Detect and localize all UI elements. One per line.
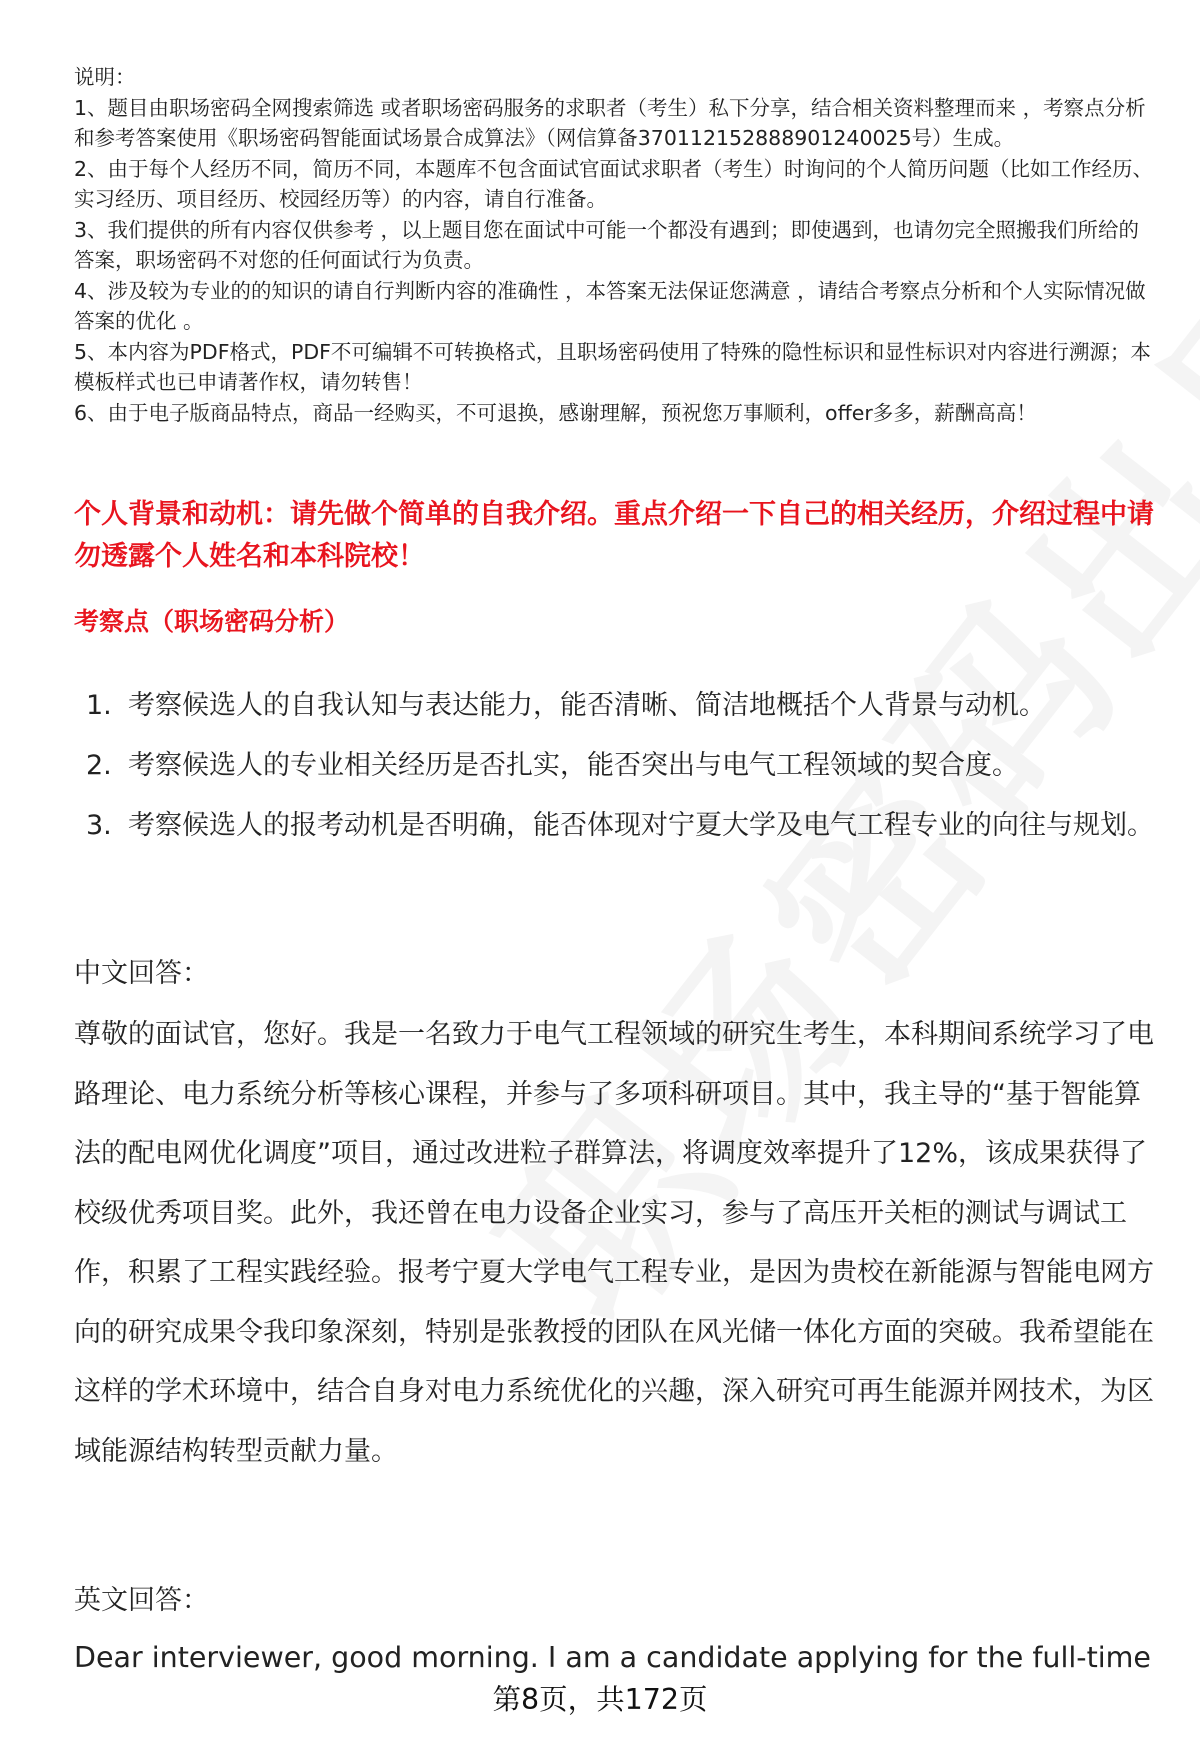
list-text: 考察候选人的自我认知与表达能力，能否清晰、简洁地概括个人背景与动机。	[128, 690, 1046, 721]
list-item	[74, 676, 1164, 736]
chinese-answer-text: 尊敬的面试官，您好。我是一名致力于电气工程领域的研究生考生，本科期间系统学习了电路理论、电力系统分析等核心课程，并参与了多项科研项目。其中，我主导的“基于智能算法的配电网优化调度”项目，通过改进粒子群算法，将调度效率提升了12%，该成果获得了校级优秀项目奖。此外，我还曾在电力设备企业实习，参与了高压开关柜的测试与调试工作，积累了工程实践经验。报考宁夏大学电气工程专业，是因为贵校在新能源与智能电网方向的研究成果令我印象深刻，特别是张教授的团队在风光储一体化方面的突破。我希望能在这样的学术环境中，结合自身对电力系统优化的兴趣，深入研究可再生能源并网技术，为区域能源结构转型贡献力量。	[74, 1019, 1154, 1467]
list-item	[74, 736, 1164, 796]
list-number: 2.	[86, 750, 112, 781]
list-item	[74, 796, 1164, 856]
notice-item: 1、题目由职场密码全网搜索筛选 或者职场密码服务的求职者（考生）私下分享，结合相关资料整理而来 ，考察点分析和参考答案使用《职场密码智能面试场景合成算法》（网信算备370112152888901240025号）生成。	[74, 95, 1146, 150]
page-number: 第8页，共172页	[492, 1683, 708, 1716]
notice-item: 3、我们提供的所有内容仅供参考 ，以上题目您在面试中可能一个都没有遇到；即使遇到，也请勿完全照搬我们所给的答案，职场密码不对您的任何面试行为负责。	[74, 217, 1140, 272]
english-answer-text: Dear interviewer, good morning. I am a candidate applying for the full-time	[74, 1641, 1151, 1674]
list-number: 3.	[86, 810, 112, 841]
list-text: 考察候选人的报考动机是否明确，能否体现对宁夏大学及电气工程专业的向往与规划。	[128, 810, 1154, 841]
notice-item: 2、由于每个人经历不同，简历不同，本题库不包含面试官面试求职者（考生）时询问的个人简历问题（比如工作经历、实习经历、项目经历、校园经历等）的内容，请自行准备。	[74, 156, 1154, 211]
chinese-answer-label: 中文回答：	[74, 958, 209, 989]
question-heading: 个人背景和动机：请先做个简单的自我介绍。重点介绍一下自己的相关经历，介绍过程中请勿透露个人姓名和本科院校！	[74, 499, 1154, 572]
list-text: 考察候选人的专业相关经历是否扎实，能否突出与电气工程领域的契合度。	[128, 750, 1019, 781]
notice-item: 5、本内容为PDF格式，PDF不可编辑不可转换格式，且职场密码使用了特殊的隐性标识和显性标识对内容进行溯源；本模板样式也已申请著作权，请勿转售！	[74, 339, 1151, 394]
notice-item: 6、由于电子版商品特点，商品一经购买，不可退换，感谢理解，预祝您万事顺利，offer多多，薪酬高高！	[74, 400, 1037, 425]
analysis-points	[74, 676, 1164, 856]
english-answer-label: 英文回答：	[74, 1585, 209, 1616]
analysis-title: 考察点（职场密码分析）	[74, 607, 350, 636]
notice-item: 4、涉及较为专业的的知识的请自行判断内容的准确性 ，本答案无法保证您满意 ，请结合考察点分析和个人实际情况做答案的优化 。	[74, 278, 1146, 333]
list-number: 1.	[86, 690, 112, 721]
notice-section	[74, 62, 1154, 428]
notice-title: 说明：	[74, 65, 136, 89]
